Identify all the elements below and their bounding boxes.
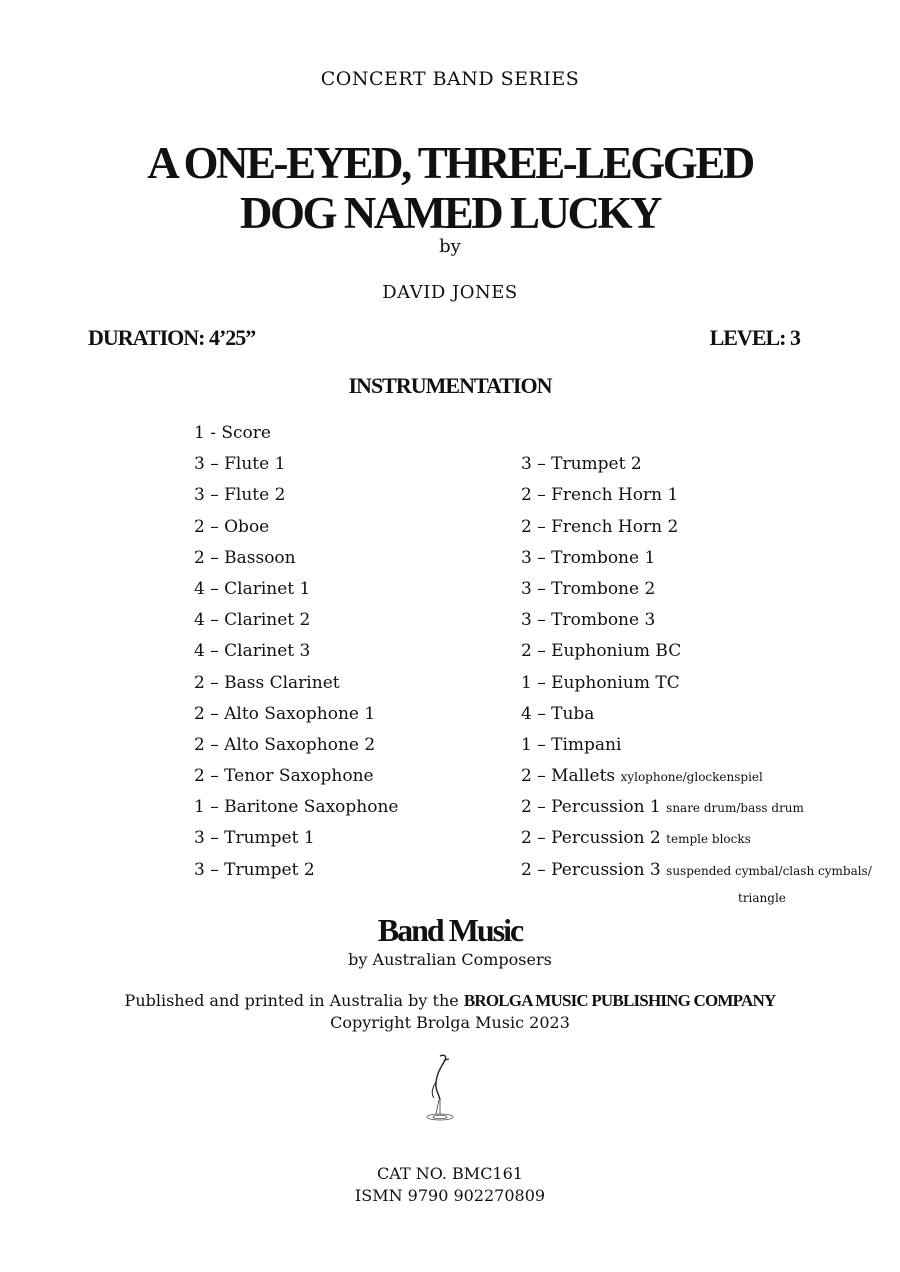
list-item: 2 – Bass Clarinet (194, 672, 340, 693)
publisher-prefix: Published and printed in Australia by the (124, 991, 464, 1010)
instrument-text: 2 – Euphonium BC (521, 641, 682, 662)
level-label: LEVEL: 3 (709, 325, 800, 350)
instrument-text: 3 – Trombone 3 (521, 610, 656, 631)
list-item (521, 796, 872, 827)
list-item: 2 – Alto Saxophone 1 (194, 703, 376, 724)
instrument-note: snare drum/bass drum (666, 801, 804, 816)
instrumentation-heading: INSTRUMENTATION (348, 373, 552, 398)
brolga-logo-icon (418, 1050, 466, 1126)
instrument-text: 2 – Mallets (521, 766, 616, 787)
instrument-text: 3 – Trombone 1 (521, 547, 656, 568)
list-item: 3 – Flute 2 (194, 485, 286, 506)
list-item (521, 547, 872, 578)
list-item (521, 734, 872, 765)
list-item: 2 – Bassoon (194, 547, 296, 568)
instrument-text: 1 – Timpani (521, 734, 622, 755)
list-item (521, 703, 872, 734)
instrument-list-right (521, 422, 872, 890)
composer-name: DAVID JONES (382, 282, 518, 303)
list-item (521, 578, 872, 609)
instrument-list-left (194, 422, 398, 890)
instrument-text: 2 – Percussion 2 (521, 828, 661, 849)
instrument-text: 3 – Trombone 2 (521, 578, 656, 599)
list-item: 1 – Baritone Saxophone (194, 797, 399, 818)
list-item: 4 – Clarinet 3 (194, 641, 311, 662)
list-item (521, 516, 872, 547)
list-item (521, 859, 872, 890)
list-item: 3 – Flute 1 (194, 454, 286, 475)
instrument-note: xylophone/glockenspiel (620, 770, 763, 785)
list-item (521, 765, 872, 796)
piece-title (0, 138, 900, 238)
title-line-2: DOG NAMED LUCKY (240, 188, 660, 238)
list-item (521, 484, 872, 515)
instrument-text: 2 – French Horn 1 (521, 485, 679, 506)
list-item: 2 – Oboe (194, 516, 270, 537)
copyright-line: Copyright Brolga Music 2023 (330, 1013, 570, 1032)
list-item: 3 – Trumpet 2 (194, 859, 315, 880)
duration-label: DURATION: 4’25” (88, 325, 256, 350)
list-item (521, 827, 872, 858)
list-item (521, 453, 872, 484)
instrument-text: 4 – Tuba (521, 703, 595, 724)
list-item (521, 672, 872, 703)
band-music-subtitle: by Australian Composers (348, 950, 552, 969)
instrument-text: 1 – Euphonium TC (521, 672, 680, 693)
band-music-heading: Band Music (377, 912, 523, 948)
list-item: 3 – Trumpet 1 (194, 828, 315, 849)
ismn-number: ISMN 9790 902270809 (354, 1186, 546, 1205)
list-item: 4 – Clarinet 2 (194, 610, 311, 631)
publisher-line (0, 991, 900, 1011)
list-item: 4 – Clarinet 1 (194, 578, 311, 599)
series-label: CONCERT BAND SERIES (320, 68, 580, 90)
list-item (521, 609, 872, 640)
list-item: 1 - Score (194, 423, 271, 443)
list-item: 2 – Tenor Saxophone (194, 766, 374, 787)
instrument-note: suspended cymbal/clash cymbals/ (666, 863, 872, 878)
instrument-text: 2 – Percussion 3 (521, 859, 661, 880)
instrument-note-continuation: triangle (738, 891, 786, 905)
publisher-name: BROLGA MUSIC PUBLISHING COMPANY (463, 991, 776, 1010)
list-item (521, 640, 872, 671)
by-label: by (439, 236, 461, 257)
list-item: 2 – Alto Saxophone 2 (194, 734, 376, 755)
instrument-text: 2 – Percussion 1 (521, 797, 661, 818)
instrument-note: temple blocks (666, 832, 751, 847)
catalog-number: CAT NO. BMC161 (377, 1164, 523, 1183)
instrument-text: 2 – French Horn 2 (521, 516, 679, 537)
instrument-text: 3 – Trumpet 2 (521, 454, 642, 475)
title-line-1: A ONE-EYED, THREE-LEGGED (147, 138, 753, 188)
